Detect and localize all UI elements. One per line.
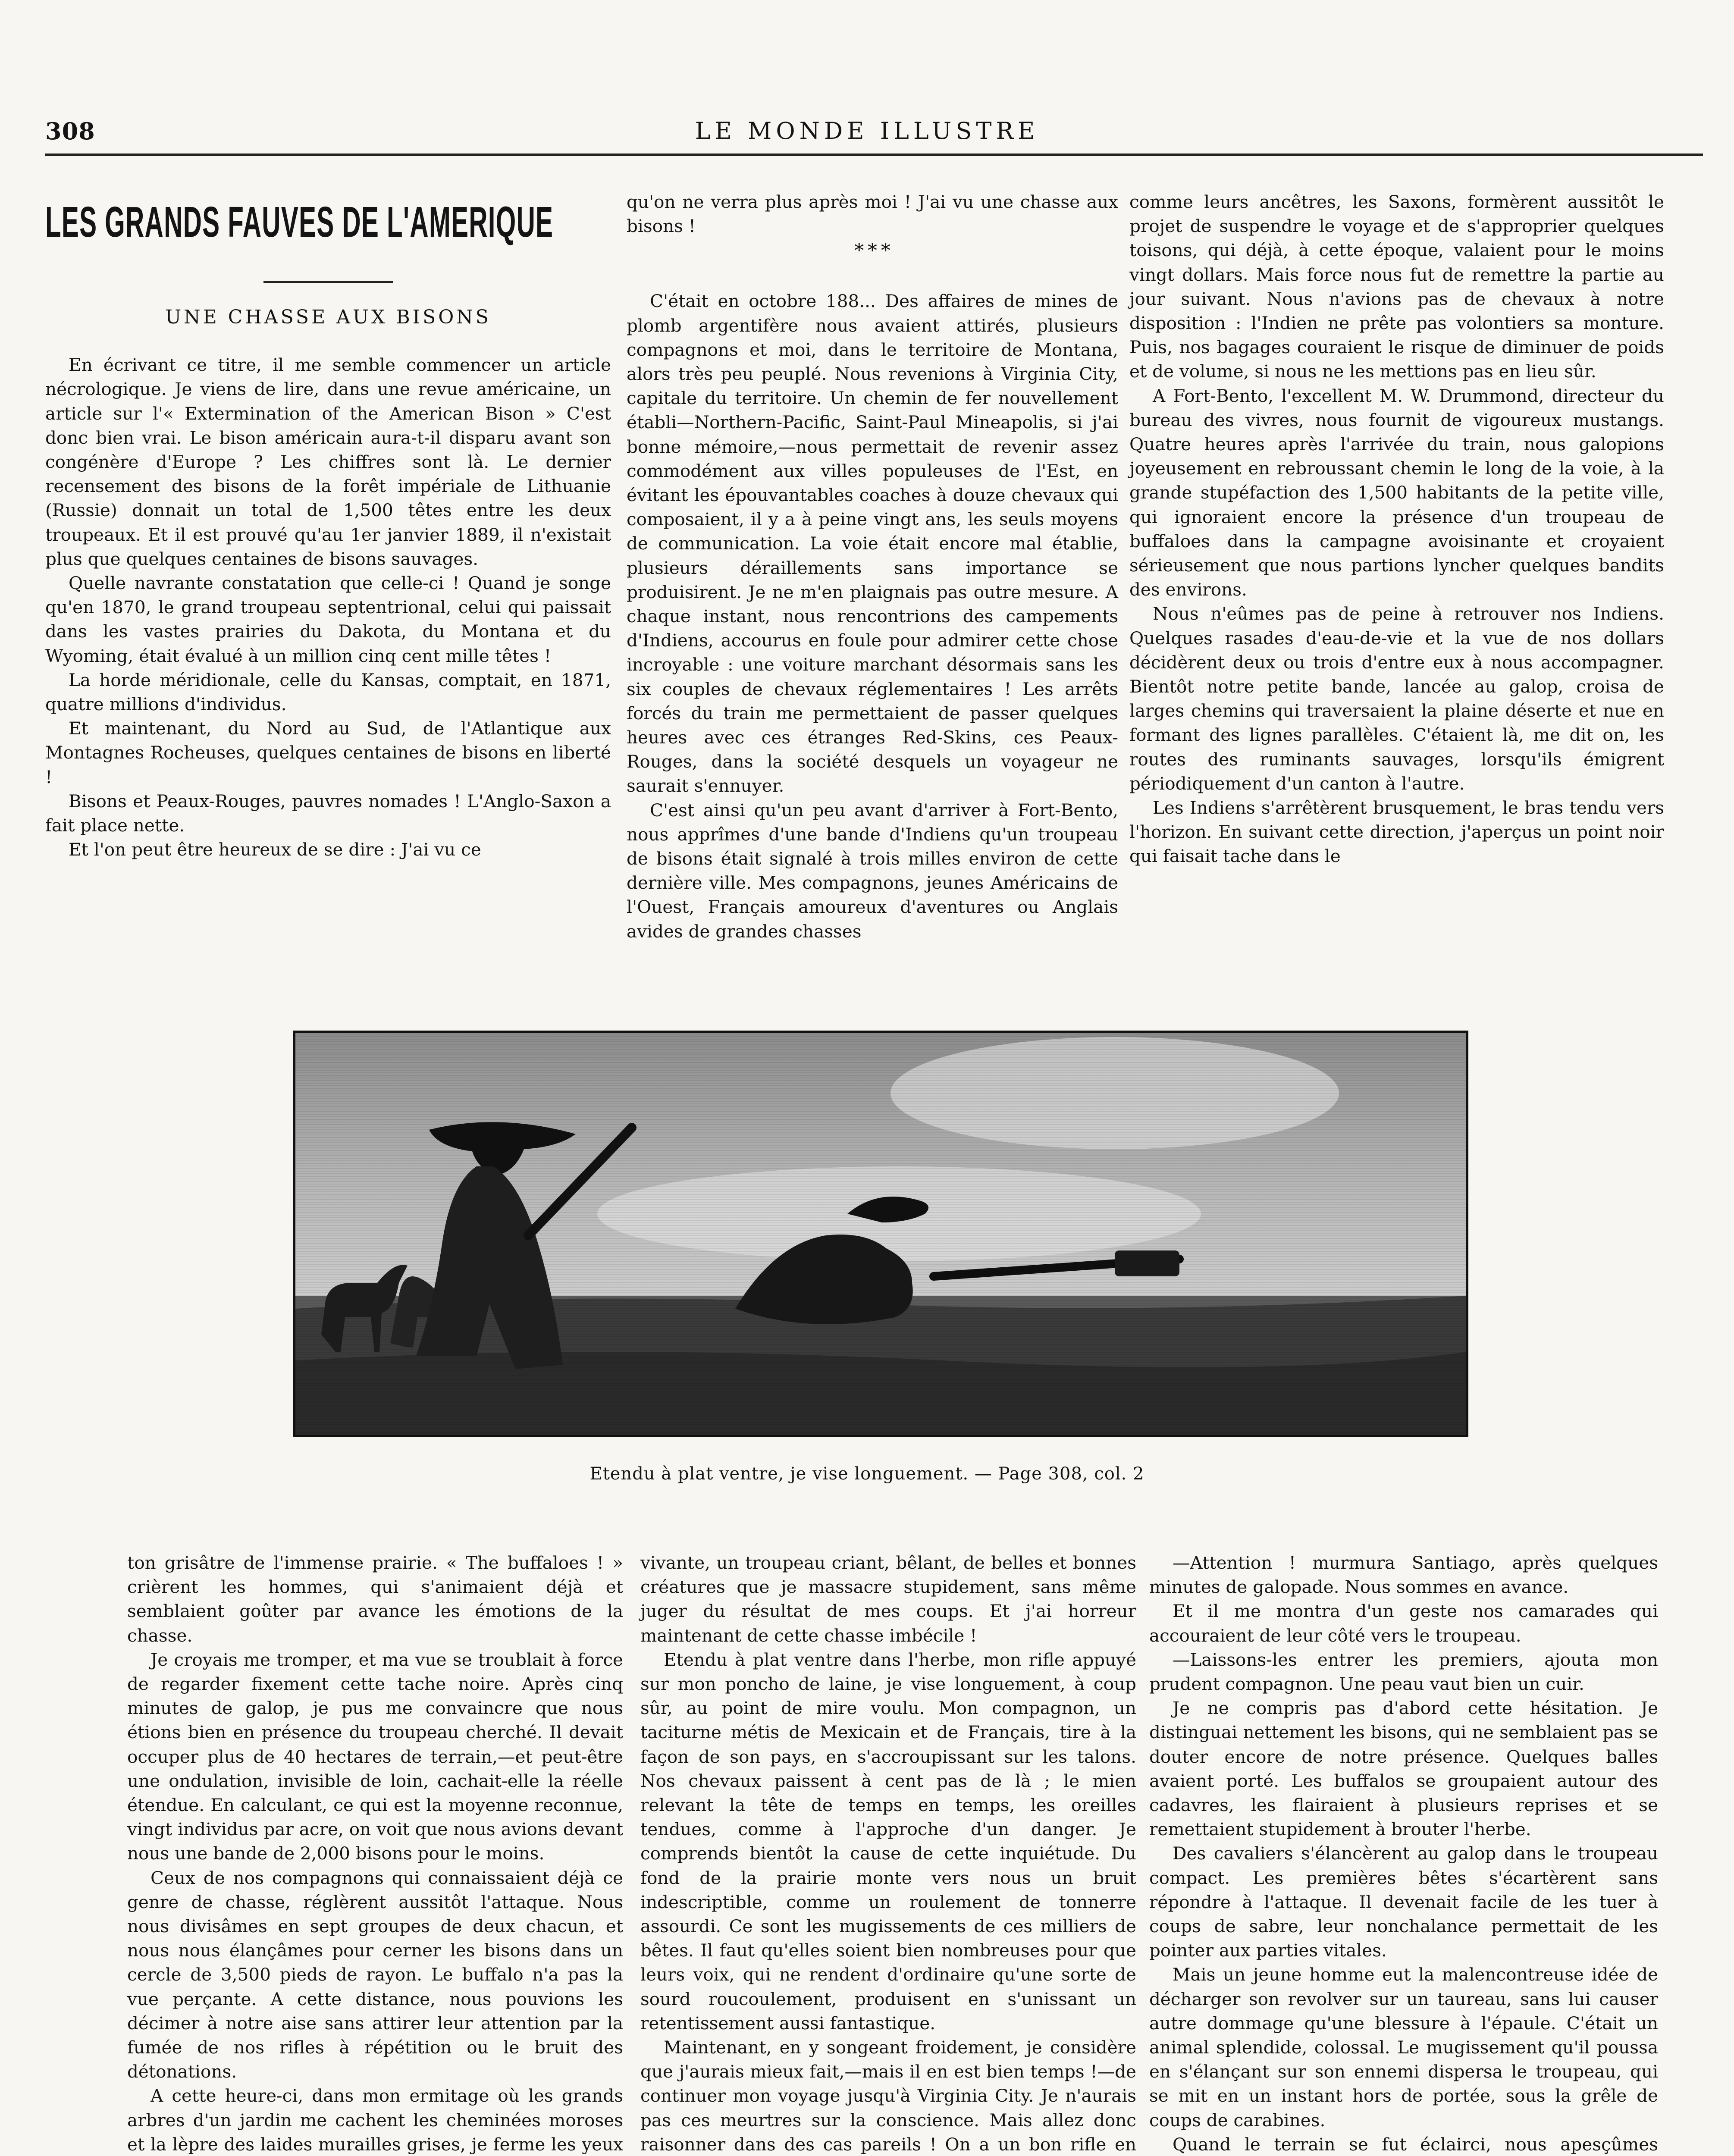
paragraph: ton grisâtre de l'immense prairie. « The buffaloes ! » crièrent les hommes, qui s'animaient déjà et semblaient goûter par avance les émotions de la chasse.: [127, 1552, 623, 1646]
paragraph: Bisons et Peaux-Rouges, pauvres nomades ! L'Anglo-Saxon a fait place nette.: [45, 790, 611, 836]
bottom-column-1: [127, 1551, 623, 2156]
paragraph: Je croyais me tromper, et ma vue se troublait à force de regarder fixement cette tache noire. Après cinq minutes de galop, je pus me convaincre que nous étions bien en présence du troupeau cherché. Il devait occuper plus de 40 hectares de terrain,—et peut-être une ondulation, invisible de loin, cachait-elle la réelle étendue. En calculant, ce qui est la moyenne reconnue, vingt individus par acre, on voit que nous avions devant nous une bande de 2,000 bisons pour le moins.: [127, 1649, 623, 1864]
paragraph: A cette heure-ci, dans mon ermitage où les grands arbres d'un jardin me cachent les cheminées moroses et la lèpre des laides murailles grises, je ferme les yeux: [127, 2085, 623, 2155]
page-number: 308: [45, 117, 95, 145]
paragraph: Je ne compris pas d'abord cette hésitation. Je distinguai nettement les bisons, qui ne semblaient pas se douter encore de notre présence. Quelques balles avaient porté. Les buffalos se groupaient autour des cadavres, les flairaient à plusieurs reprises et se remettaient stupidement à brouter l'herbe.: [1149, 1698, 1658, 1840]
paragraph: En écrivant ce titre, il me semble commencer un article nécrologique. Je viens de lire, dans une revue américaine, un article sur l'« Extermination of the American Bison » C'est donc bien vrai. Le bison américain aura-t-il disparu avant son congénère d'Europe ? Les chiffres sont là. Le dernier recensement des bisons de la forêt impériale de Lithuanie (Russie) donnait un total de 1,500 têtes entre les deux troupeaux. Et il est prouvé qu'au 1er janvier 1889, il n'existait plus que quelques centaines de bisons sauvages.: [45, 354, 611, 569]
top-column-1: [45, 190, 611, 862]
paragraph: Quand le terrain se fut éclairci, nous apesçûmes: [1173, 2134, 1658, 2155]
illustration: [293, 1031, 1468, 1437]
paragraph: Des cavaliers s'élancèrent au galop dans le troupeau compact. Les premières bêtes s'écartèrent sans répondre à l'attaque. Il devenait facile de les tuer à coups de sabre, leur nonchalance permettait de les pointer aux parties vitales.: [1149, 1843, 1658, 1961]
bottom-column-2: [640, 1551, 1136, 2156]
paragraph: vivante, un troupeau criant, bêlant, de belles et bonnes créatures que je massacre stupidement, sans même juger du résultat de mes coups. Et j'ai horreur maintenant de cette chasse imbécile !: [640, 1552, 1136, 1646]
paragraph: Mais un jeune homme eut la malencontreuse idée de décharger son revolver sur un taureau, sans lui causer autre dommage qu'une blessure à l'épaule. C'était un animal splendide, colossal. Le mugissement qu'il poussa en s'élançant sur son ennemi dispersa le troupeau, qui se mit en un instant hors de portée, sous la grêle de coups de carabines.: [1149, 1964, 1658, 2131]
hunting-scene-engraving: [295, 1033, 1466, 1435]
paragraph: —Attention ! murmura Santiago, après quelques minutes de galopade. Nous sommes en avance.: [1149, 1552, 1658, 1598]
paragraph: Et il me montra d'un geste nos camarades qui accouraient de leur côté vers le troupeau.: [1149, 1601, 1658, 1646]
top-column-2: [627, 190, 1118, 943]
paragraph: Etendu à plat ventre dans l'herbe, mon rifle appuyé sur mon poncho de laine, je vise longuement, à coup sûr, au point de mire voulu. Mon compagnon, un taciturne métis de Mexicain et de Français, tire à la façon de son pays, en s'accroupissant sur les talons. Nos chevaux paissent à cent pas de là ; le mien relevant la tête de temps en temps, les oreilles tendues, comme à l'approche d'un danger. Je comprends bientôt la cause de cette inquiétude. Du fond de la prairie monte vers nous un bruit indescriptible, comme un roulement de tonnerre assourdi. Ce sont les mugissements de ces milliers de bêtes. Il faut qu'elles soient bien nombreuses pour que leurs voix, qui ne rendent d'ordinaire qu'une sorte de sourd roucoulement, produisent en s'unissant un retentissement aussi fantastique.: [640, 1649, 1136, 2034]
top-column-3: [1129, 190, 1664, 868]
title-rule: [263, 281, 393, 283]
article-subtitle: UNE CHASSE AUX BISONS: [165, 306, 491, 328]
paragraph: Quelle navrante constatation que celle-ci ! Quand je songe qu'en 1870, le grand troupeau septentrional, celui qui paissait dans les vastes prairies du Dakota, du Montana et du Wyoming, était évalué à un million cinq cent mille têtes !: [45, 573, 611, 666]
paragraph: Maintenant, en y songeant froidement, je considère que j'aurais mieux fait,—mais il en est bien temps !—de continuer mon voyage jusqu'à Virginia City. Je n'aurais pas ces meurtres sur la conscience. Mais allez donc raisonner dans des cas pareils ! On a un bon rifle en: [640, 2037, 1136, 2155]
paragraph: C'était en octobre 188... Des affaires de mines de plomb argentifère nous avaient attirés, plusieurs compagnons et moi, dans le territoire de Montana, alors très peu peuplé. Nous revenions à Virginia City, capitale du territoire. Un chemin de fer nouvellement établi—Northern-Pacific, Saint-Paul Mineapolis, si j'ai bonne mémoire,—nous permettait de revenir assez commodément aux villes populeuses de l'Est, en évitant les épouvantables coaches à douze chevaux qui composaient, il y a à peine vingt ans, les seuls moyens de communication. La voie était encore mal établie, plusieurs déraillements sans importance se produisirent. Je ne m'en plaignais pas outre mesure. A chaque instant, nous rencontrions des campements d'Indiens, accourus en foule pour admirer cette chose incroyable : une voiture marchant désormais sans les six couples de chevaux réglementaires ! Les arrêts forcés du train me permettaient de passer quelques heures avec ces étranges Red-Skins, ces Peaux-Rouges, dans la société desquels un voyageur ne saurait s'ennuyer.: [627, 291, 1118, 796]
paragraph: qu'on ne verra plus après moi ! J'ai vu une chasse aux bisons !: [627, 191, 1118, 237]
paragraph: Et l'on peut être heureux de se dire : J'ai vu ce: [69, 839, 481, 860]
paragraph: A Fort-Bento, l'excellent M. W. Drummond, directeur du bureau des vivres, nous fournit de vigoureux mustangs. Quatre heures après l'arrivée du train, nous galopions joyeusement en rebroussant chemin le long de la voie, à la grande stupéfaction des 1,500 habitants de la petite ville, qui ignoraient encore la présence d'un troupeau de buffaloes dans la campagne avoisinante et croyaient sérieusement que nous partions lyncher quelques bandits des environs.: [1129, 385, 1664, 600]
bottom-column-3: [1149, 1551, 1658, 2156]
paragraph: Nous n'eûmes pas de peine à retrouver nos Indiens. Quelques rasades d'eau-de-vie et la vue de nos dollars décidèrent deux ou trois d'entre eux à nous accompagner. Bientôt notre petite bande, lancée au galop, croisa de larges chemins qui traversaient la plaine déserte et nue en formant des lignes parallèles. C'étaient là, me dit on, les routes des ruminants sauvages, lorsqu'ils émigrent périodiquement d'un canton à l'autre.: [1129, 603, 1664, 794]
paragraph: Et maintenant, du Nord au Sud, de l'Atlantique aux Montagnes Rocheuses, quelques centaines de bisons en liberté !: [45, 718, 611, 787]
paragraph: C'est ainsi qu'un peu avant d'arriver à Fort-Bento, nous apprîmes d'une bande d'Indiens qu'un troupeau de bisons était signalé à trois milles environ de cette dernière ville. Mes compagnons, jeunes Américains de l'Ouest, Français amoureux d'aventures ou Anglais avides de grandes chasses: [627, 799, 1118, 942]
running-head: LE MONDE ILLUSTRE: [695, 117, 1039, 144]
paragraph: La horde méridionale, celle du Kansas, comptait, en 1871, quatre millions d'individus.: [45, 669, 611, 715]
paragraph: comme leurs ancêtres, les Saxons, formèrent aussitôt le projet de suspendre le voyage et de s'approprier quelques toisons, qui déjà, à cette époque, valaient pour le moins vingt dollars. Mais force nous fut de remettre la partie au jour suivant. Nous n'avions pas de chevaux à notre disposition : l'Indien ne prête pas volontiers sa monture. Puis, nos bagages couraient le risque de diminuer de poids et de volume, si nous ne les mettions pas en lieu sûr.: [1129, 191, 1664, 382]
paragraph: —Laissons-les entrer les premiers, ajouta mon prudent compagnon. Une peau vaut bien un cuir.: [1149, 1649, 1658, 1695]
header-rule: [45, 154, 1703, 156]
article-title: LES GRANDS FAUVES DE L'AMERIQUE: [45, 198, 554, 246]
paragraph: Les Indiens s'arrêtèrent brusquement, le bras tendu vers l'horizon. En suivant cette direction, j'aperçus un point noir qui faisait tache dans le: [1129, 797, 1664, 867]
section-separator: * * *: [854, 240, 891, 262]
paragraph: Ceux de nos compagnons qui connaissaient déjà ce genre de chasse, réglèrent aussitôt l'attaque. Nous nous divisâmes en sept groupes de deux chacun, et nous nous élançâmes pour cerner les bisons dans un cercle de 3,500 pieds de rayon. Le buffalo n'a pas la vue perçante. A cette distance, nous pouvions les décimer à notre aise sans attirer leur attention par la fumée de nos rifles à répétition ou le bruit des détonations.: [127, 1867, 623, 2082]
illustration-caption: Etendu à plat ventre, je vise longuement. — Page 308, col. 2: [589, 1464, 1145, 1484]
